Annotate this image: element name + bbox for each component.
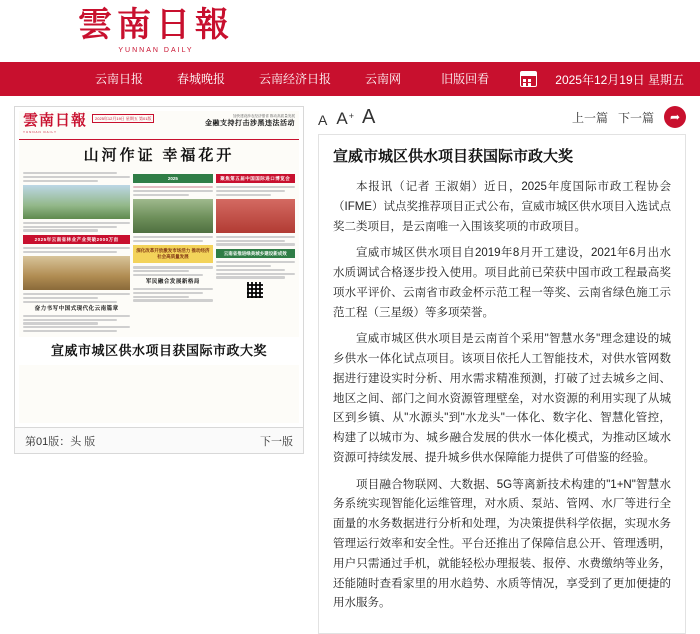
article-paragraph: 本报讯（记者 王淑娟）近日，2025年度国际市政工程协会（IFME）试点奖推荐项目正式公布，宣威市城区供水项目入选试点奖二类项目，是云南唯一入围该奖项的市政项目。 bbox=[333, 181, 671, 233]
newspaper-col2-year: 2025 bbox=[133, 174, 212, 184]
newspaper-headline: 山河作证 幸福花开 bbox=[83, 147, 235, 164]
qr-code-icon bbox=[247, 282, 263, 298]
nav-date: 2025年12月19日 星期五 bbox=[555, 72, 684, 87]
share-icon[interactable]: ➦ bbox=[664, 106, 686, 128]
font-size-small-button[interactable]: A bbox=[318, 112, 328, 128]
calendar-icon[interactable] bbox=[520, 71, 537, 87]
site-logo-cn: 雲南日報 bbox=[78, 6, 234, 44]
newspaper-columns bbox=[19, 171, 299, 334]
article-panel bbox=[304, 106, 686, 610]
next-page-link[interactable]: 下一版 bbox=[260, 435, 293, 448]
newspaper-top-right bbox=[205, 114, 295, 129]
article-nav-controls bbox=[572, 106, 686, 128]
article-toolbar bbox=[318, 106, 686, 134]
newspaper-logo-cn: 雲南日報 bbox=[23, 113, 88, 129]
nav-item-chuncheng-evening[interactable]: 春城晚报 bbox=[177, 72, 226, 86]
newspaper-nameplate bbox=[19, 111, 299, 140]
nav-item-yunnan-net[interactable]: 云南网 bbox=[365, 72, 402, 86]
nav-item-yunnan-daily[interactable]: 云南日报 bbox=[95, 72, 144, 86]
newspaper-article-title-overlay[interactable]: 宣威市城区供水项目获国际市政大奖 bbox=[19, 337, 299, 365]
newspaper-logo-en: YUNNAN DAILY bbox=[23, 130, 57, 134]
prev-article-link[interactable]: 上一篇 bbox=[571, 110, 608, 125]
next-article-link[interactable]: 下一篇 bbox=[617, 110, 654, 125]
site-masthead bbox=[0, 0, 700, 62]
main-navigation bbox=[0, 62, 700, 96]
newspaper-photo-1 bbox=[23, 185, 130, 219]
content-area bbox=[0, 96, 700, 610]
newspaper-band-red: 2025年云南省林业产业突破2000万亩 bbox=[23, 235, 130, 245]
site-logo[interactable] bbox=[78, 6, 234, 54]
newspaper-column-1 bbox=[23, 171, 130, 334]
nav-item-old-version[interactable]: 旧版回看 bbox=[441, 72, 490, 86]
article-paragraph: 宣威市城区供水项目自2019年8月开工建设，2021年6月出水水质调试合格逐步投入使用。项目此前已荣获中国市政工程最高奖项水平评价、云南省市政金杯示范工程一等奖、云南省绿色施工示范工程（三星级）等多项荣誉。 bbox=[333, 247, 671, 319]
nav-item-yunnan-economic-daily[interactable]: 云南经济日报 bbox=[259, 72, 332, 86]
article-title: 宣威市城区供水项目获国际市政大奖 bbox=[333, 149, 574, 165]
site-logo-en: YUNNAN DAILY bbox=[118, 46, 194, 54]
page-label[interactable]: 第01版：头 版 bbox=[25, 435, 96, 448]
newspaper-column-3 bbox=[216, 171, 295, 334]
newspaper-column-2 bbox=[133, 171, 212, 334]
newspaper-top-right-small: 加快建设涉农经济强省 推动高质量发展 bbox=[232, 114, 295, 118]
newspaper-subhead-left: 奋力书写中国式现代化云南篇章 bbox=[34, 305, 119, 312]
newspaper-photo-3 bbox=[133, 199, 212, 233]
newspaper-page-nav bbox=[14, 428, 304, 454]
newspaper-band-green: 云南省推进绿美城乡建设新成效 bbox=[216, 249, 295, 259]
newspaper-datebox: 2025年12月19日 星期五 第01版 bbox=[92, 114, 154, 123]
article-paragraph: 项目融合物联网、大数据、5G等离新技术构建的"1+N"智慧水务系统实现智能化运维管理，对水质、泵站、管网、水厂等进行全面量的水务数据进行分析和处理，为决策提供科学依据，实现水务管理运行效率和安全性。平台还推出了保障信息公开、管理透明，用户只需通过手机，就能轻松办理报装、报停、水费缴纳等业务，还能随时查看家里的用水趋势、水质等情况，享受到了更加便捷的用水服务。 bbox=[333, 478, 671, 610]
font-size-medium-button[interactable]: A + bbox=[336, 110, 353, 127]
newspaper-page-render bbox=[19, 111, 299, 423]
newspaper-photo-2 bbox=[23, 256, 130, 290]
newspaper-top-right-big: 金融支持打击涉黑违法活动 bbox=[205, 120, 295, 128]
newspaper-photo-4 bbox=[216, 199, 295, 233]
newspaper-col3-title: 聚焦第五届中国国际进口博览会 bbox=[216, 174, 295, 184]
newspaper-panel bbox=[14, 106, 304, 467]
font-size-large-button[interactable]: A bbox=[361, 106, 376, 128]
article-body bbox=[318, 134, 686, 634]
newspaper-page-image[interactable] bbox=[14, 106, 304, 428]
newspaper-yellow-box: 深化改革开放激发市场活力 推动经济社会高质量发展 bbox=[133, 245, 212, 264]
article-paragraph: 宣威市城区供水项目是云南首个采用"智慧水务"理念建设的城乡供水一体化试点项目。该项目依托人工智能技术，对供水管网数据进行建设实时分析、用水需求精准预测，打破了过去城乡之间、地区之间、部门之间水资源管理壁垒，对水资源的利用实现了从城区到乡镇、从"水源头"到"水龙头"一体化、数字化、智慧化管控，构建了以城市为、城乡融合发展的供水一体化模式，为推动区域水资源可持续发展、提升城乡供水保障能力提供了可借鉴的经验。 bbox=[333, 333, 671, 464]
font-size-controls bbox=[318, 107, 375, 127]
newspaper-subhead-mid: 军民融合发展新格局 bbox=[145, 279, 200, 286]
